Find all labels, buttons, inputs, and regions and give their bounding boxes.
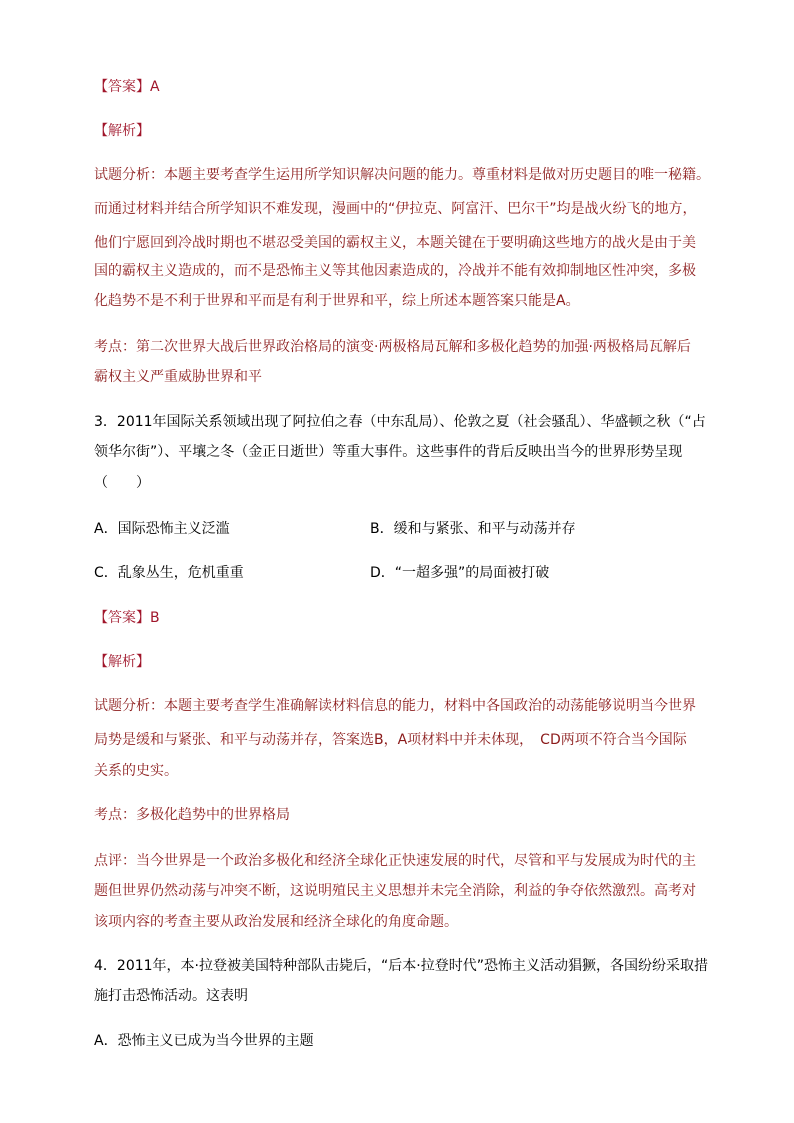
q4-stem-line: 施打击恐怖活动。这表明	[94, 988, 248, 1004]
q2-analysis-label: 【解析】	[94, 123, 150, 139]
q4-stem-line: 4．2011年，本·拉登被美国特种部队击毙后，“后本·拉登时代”恐怖主义活动猖獗，各国纷纷采取措	[94, 958, 708, 974]
q2-analysis-line: 而通过材料并结合所学知识不难发现，漫画中的“伊拉克、阿富汗、巴尔干”均是战火纷飞的地方，	[94, 201, 697, 217]
q3-answer-label: 【答案】	[94, 610, 150, 626]
q3-option-d: D．“一超多强”的局面被打破	[370, 565, 550, 581]
q3-analysis-line: 局势是缓和与紧张、和平与动荡并存，答案选B，A项材料中并未体现， CD两项不符合当今国际	[94, 732, 687, 748]
q2-analysis-line: 化趋势不是不利于世界和平而是有利于世界和平，综上所述本题答案只能是A。	[94, 293, 580, 309]
q2-kaodian-line: 霸权主义严重威胁世界和平	[94, 369, 262, 385]
q3-option-b: B．缓和与紧张、和平与动荡并存	[370, 521, 576, 537]
q2-analysis-line: 他们宁愿回到冷战时期也不堪忍受美国的霸权主义，本题关键在于要明确这些地方的战火是由于美	[94, 235, 696, 251]
q4-option-a: A．恐怖主义已成为当今世界的主题	[94, 1033, 314, 1049]
q2-analysis-line: 试题分析：本题主要考查学生运用所学知识解决问题的能力。尊重材料是做对历史题目的唯一秘籍。	[94, 167, 710, 183]
q3-analysis-line: 试题分析：本题主要考查学生准确解读材料信息的能力，材料中各国政治的动荡能够说明当今世界	[94, 698, 696, 714]
q3-stem-line: 3．2011年国际关系领域出现了阿拉伯之春（中东乱局）、伦敦之夏（社会骚乱）、华盛顿之秋（“占	[94, 414, 706, 430]
q3-stem-line: 领华尔街”）、平壤之冬（金正日逝世）等重大事件。这些事件的背后反映出当今的世界形势呈现	[94, 444, 683, 460]
q3-dianping-line: 点评：当今世界是一个政治多极化和经济全球化正快速发展的时代，尽管和平与发展成为时代的主	[94, 853, 696, 869]
q3-answer-value: B	[150, 610, 160, 626]
q3-answer	[94, 609, 160, 627]
q2-kaodian-line: 考点：第二次世界大战后世界政治格局的演变·两极格局瓦解和多极化趋势的加强·两极格局瓦解后	[94, 339, 691, 355]
q2-analysis-line: 国的霸权主义造成的，而不是恐怖主义等其他因素造成的，冷战并不能有效抑制地区性冲突，多极	[94, 263, 696, 279]
q3-dianping-line: 该项内容的考查主要从政治发展和经济全球化的角度命题。	[94, 914, 458, 930]
q3-option-c: C．乱象丛生，危机重重	[94, 565, 244, 581]
q3-analysis-label: 【解析】	[94, 654, 150, 670]
q3-dianping-line: 题但世界仍然动荡与冲突不断，这说明殖民主义思想并未完全消除，利益的争夺依然激烈。高考对	[94, 883, 696, 899]
q2-answer	[94, 78, 160, 96]
q3-option-a: A．国际恐怖主义泛滥	[94, 521, 230, 537]
q2-answer-value: A	[150, 79, 160, 95]
q3-stem-line: （ ）	[94, 475, 150, 491]
q2-answer-label: 【答案】	[94, 79, 150, 95]
q3-kaodian-line: 考点：多极化趋势中的世界格局	[94, 807, 290, 823]
q3-analysis-line: 关系的史实。	[94, 763, 178, 779]
